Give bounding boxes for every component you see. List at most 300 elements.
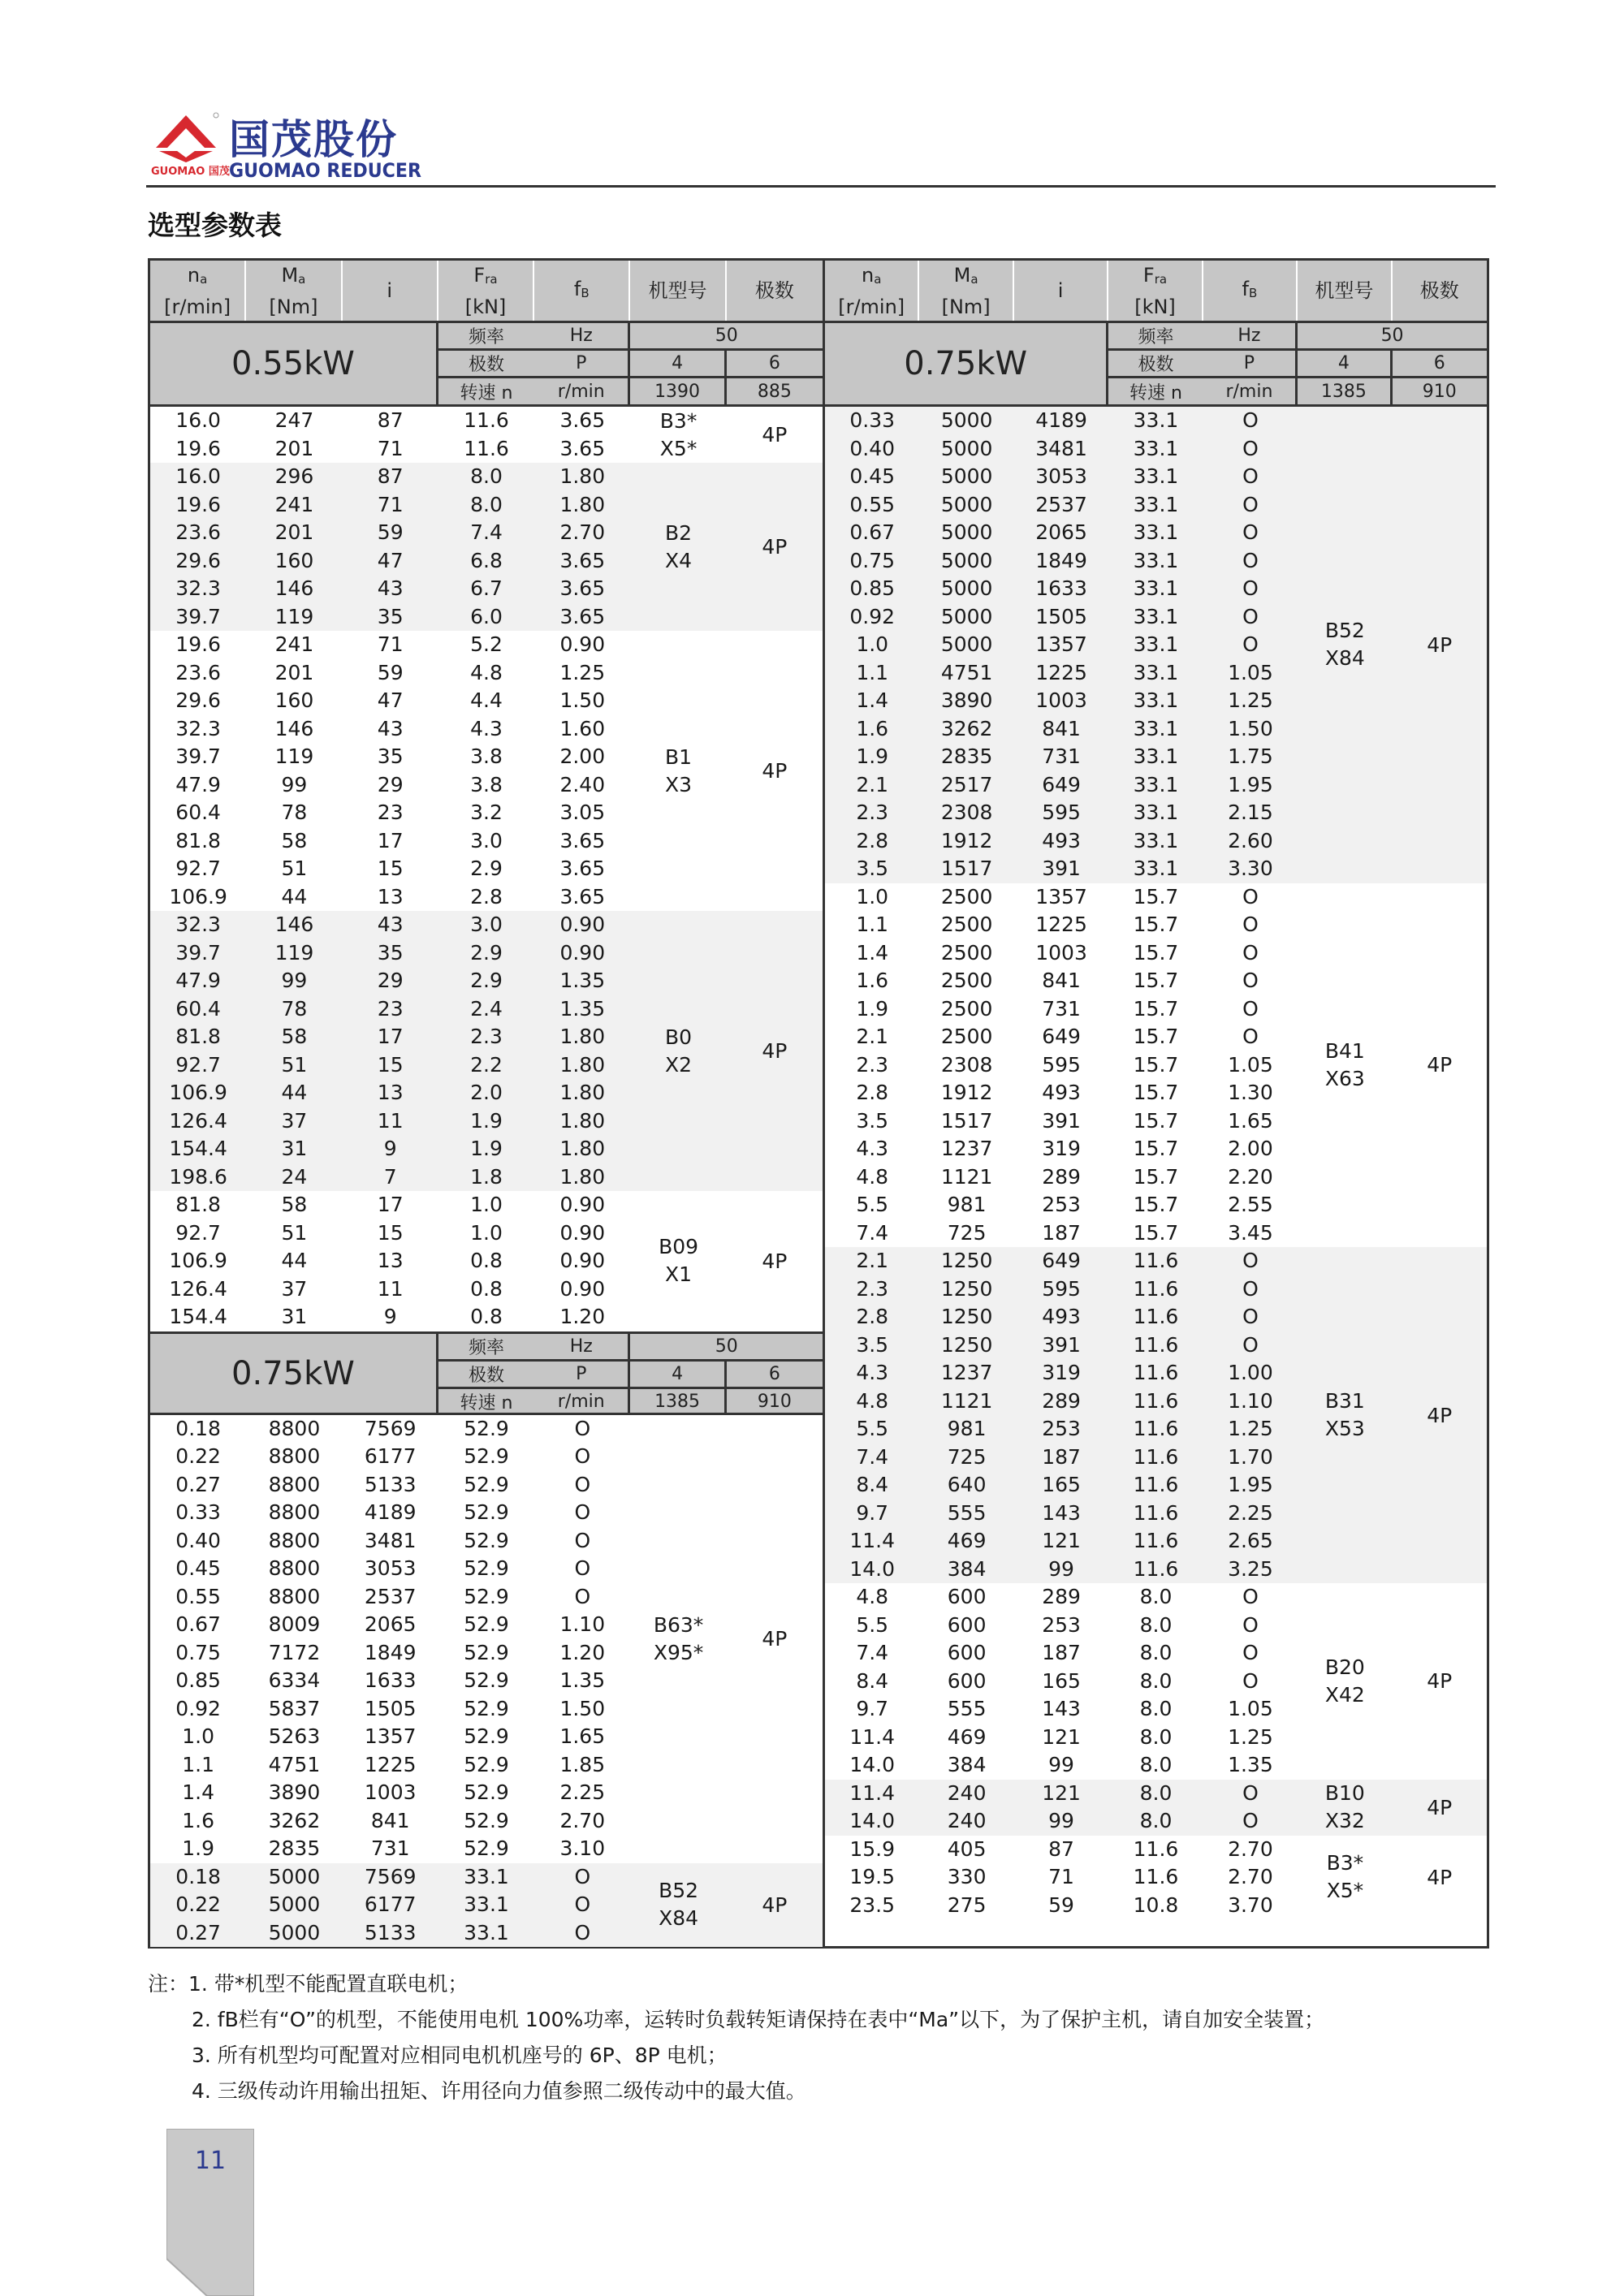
column-header-label <box>954 261 978 293</box>
page-number-tab <box>166 2129 254 2296</box>
output-speed-cell: 2.8 <box>856 828 889 852</box>
ratio-cell: 1003 <box>1035 688 1087 712</box>
output-speed-cell: 8.4 <box>856 1473 889 1496</box>
table-left-half <box>150 261 823 1946</box>
ratio-cell: 493 <box>1042 1305 1081 1328</box>
output-speed-cell: 47.9 <box>175 772 221 796</box>
radial-force-cell: 52.9 <box>464 1416 509 1440</box>
output-torque-cell: 8009 <box>268 1612 321 1636</box>
output-speed-cell: 1.9 <box>856 996 889 1021</box>
service-factor-cell: 3.65 <box>559 436 606 460</box>
radial-force-cell: 52.9 <box>464 1724 509 1748</box>
service-factor-cell: 1.80 <box>559 464 606 488</box>
table-right-half <box>823 261 1487 1946</box>
radial-force-cell: 1.8 <box>470 1164 503 1189</box>
service-factor-cell: 3.65 <box>559 548 606 572</box>
radial-force-cell: 11.6 <box>1133 1332 1179 1357</box>
service-factor-cell: 2.70 <box>1228 1836 1273 1861</box>
motor-power: 0.75kW <box>150 1334 438 1414</box>
ratio-cell: 187 <box>1042 1220 1081 1245</box>
column-header-subscript: ra <box>485 271 498 287</box>
output-speed-cell: 1.0 <box>856 884 889 908</box>
ratio-cell: 17 <box>377 1025 404 1048</box>
output-speed-cell: 14.0 <box>849 1753 896 1776</box>
column-header <box>1203 261 1298 321</box>
radial-force-cell: 3.0 <box>470 828 503 852</box>
output-torque-cell: 58 <box>281 828 308 852</box>
ratio-cell: 841 <box>1042 969 1081 992</box>
service-factor-cell: 2.25 <box>559 1780 606 1804</box>
pole-6: 6 <box>727 351 823 378</box>
radial-force-cell: 6.7 <box>470 576 503 600</box>
output-torque-cell: 37 <box>281 1276 308 1301</box>
model-name: X4 <box>665 548 693 572</box>
radial-force-cell: 11.6 <box>1133 1305 1179 1328</box>
output-speed-cell: 106.9 <box>169 1081 227 1104</box>
service-factor-cell: O <box>1242 913 1259 936</box>
company-logo <box>151 112 443 187</box>
output-torque-cell: 405 <box>947 1836 987 1861</box>
output-speed-cell: 39.7 <box>175 604 221 628</box>
output-torque-cell: 1912 <box>940 1081 993 1104</box>
service-factor-cell: 2.00 <box>559 744 606 768</box>
ratio-cell: 3481 <box>364 1528 417 1552</box>
radial-force-cell: 15.7 <box>1133 1137 1179 1160</box>
radial-force-cell: 33.1 <box>1133 408 1179 432</box>
service-factor-cell: O <box>1242 520 1259 544</box>
output-speed-cell: 2.8 <box>856 1305 889 1328</box>
radial-force-cell: 11.6 <box>1133 1500 1179 1525</box>
service-factor-cell: 1.85 <box>559 1752 606 1776</box>
column-header <box>630 261 726 321</box>
radial-force-cell: 8.0 <box>1139 1780 1173 1805</box>
radial-force-cell: 8.0 <box>1139 1668 1173 1693</box>
speed-4p: 1390 <box>630 378 726 404</box>
model-cell <box>630 1415 726 1863</box>
ratio-cell: 319 <box>1042 1361 1081 1384</box>
radial-force-cell: 33.1 <box>1133 660 1179 684</box>
column-header <box>343 261 438 321</box>
note-item: 3. 所有机型均可配置对应相同电机机座号的 6P、8P 电机； <box>192 2044 728 2067</box>
output-speed-cell: 126.4 <box>169 1276 227 1301</box>
output-torque-cell: 725 <box>947 1444 987 1469</box>
service-factor-cell: 1.80 <box>559 1052 606 1077</box>
radial-force-cell: 15.7 <box>1133 1108 1179 1133</box>
radial-force-cell: 4.8 <box>470 660 503 684</box>
model-name: B31 <box>1324 1389 1365 1413</box>
output-speed-cell: 1.1 <box>856 913 889 936</box>
radial-force-cell: 33.1 <box>1133 744 1179 768</box>
radial-force-cell: 33.1 <box>1133 576 1179 600</box>
service-factor-cell: O <box>1242 1612 1259 1637</box>
output-torque-cell: 2835 <box>268 1836 321 1860</box>
output-torque-cell: 5000 <box>940 520 993 544</box>
service-factor-cell: 1.80 <box>559 1108 606 1133</box>
service-factor-cell: O <box>1242 436 1259 460</box>
radial-force-cell: 11.6 <box>1133 1473 1179 1496</box>
column-header-label <box>387 277 392 304</box>
output-torque-cell: 384 <box>947 1556 987 1581</box>
output-torque-cell: 555 <box>947 1500 987 1525</box>
output-speed-cell: 1.1 <box>856 660 889 684</box>
service-factor-cell: O <box>574 1528 591 1552</box>
radial-force-cell: 1.0 <box>470 1193 503 1216</box>
ratio-cell: 5133 <box>364 1472 417 1496</box>
column-header-main: n <box>862 263 875 287</box>
radial-force-cell: 52.9 <box>464 1640 509 1664</box>
radial-force-cell: 8.0 <box>1139 1809 1173 1832</box>
model-name: X84 <box>1324 646 1365 671</box>
output-torque-cell: 2308 <box>940 1052 993 1077</box>
output-speed-cell: 1.4 <box>856 940 889 965</box>
ratio-cell: 253 <box>1042 1193 1081 1216</box>
pole-4: 4 <box>630 351 726 378</box>
radial-force-cell: 2.9 <box>470 857 503 880</box>
column-header-main: M <box>953 263 971 287</box>
note-item: 2. fB栏有“O”的机型，不能使用电机 100%功率，运转时负载转矩请保持在表中“Ma”以下，为了保护主机，请自加安全装置； <box>192 2008 1325 2031</box>
output-torque-cell: 99 <box>281 969 308 992</box>
output-torque-cell: 31 <box>281 1137 308 1160</box>
output-torque-cell: 5000 <box>268 1892 321 1916</box>
ratio-cell: 493 <box>1042 1081 1081 1104</box>
service-factor-cell: 3.70 <box>1228 1892 1273 1917</box>
service-factor-cell: O <box>574 1556 591 1580</box>
radial-force-cell: 11.6 <box>1133 1444 1179 1469</box>
output-speed-cell: 154.4 <box>169 1305 227 1328</box>
speed-unit: r/min <box>534 378 630 404</box>
service-factor-cell: O <box>1242 492 1259 516</box>
radial-force-cell: 52.9 <box>464 1472 509 1496</box>
service-factor-cell: 2.65 <box>1228 1529 1273 1552</box>
service-factor-cell: 3.65 <box>559 857 606 880</box>
poles-cell: 4P <box>1427 1865 1453 1889</box>
radial-force-cell: 33.1 <box>1133 688 1179 712</box>
model-cell <box>630 1191 726 1331</box>
output-torque-cell: 58 <box>281 1193 308 1216</box>
service-factor-cell: O <box>1242 1668 1259 1693</box>
output-speed-cell: 81.8 <box>175 1193 221 1216</box>
column-header-main: M <box>281 263 299 287</box>
service-factor-cell: 3.05 <box>559 801 606 824</box>
output-torque-cell: 3262 <box>268 1808 321 1832</box>
service-factor-cell: 1.05 <box>1228 1052 1273 1077</box>
output-speed-cell: 0.67 <box>175 1612 221 1636</box>
ratio-cell: 87 <box>377 464 404 488</box>
output-torque-cell: 600 <box>947 1585 987 1608</box>
model-name: X84 <box>659 1906 699 1931</box>
ratio-cell: 1633 <box>364 1668 417 1692</box>
column-header <box>1393 261 1487 321</box>
output-torque-cell: 5000 <box>940 436 993 460</box>
output-speed-cell: 9.7 <box>856 1697 889 1720</box>
radial-force-cell: 15.7 <box>1133 940 1179 965</box>
model-name: B3* <box>659 408 698 433</box>
output-torque-cell: 2500 <box>940 996 993 1021</box>
ratio-cell: 7569 <box>364 1416 417 1440</box>
service-factor-cell: O <box>1242 1305 1259 1328</box>
output-torque-cell: 146 <box>274 716 314 740</box>
ratio-cell: 1849 <box>364 1640 417 1664</box>
radial-force-cell: 1.0 <box>470 1220 503 1245</box>
pole-4: 4 <box>630 1362 726 1389</box>
output-torque-cell: 296 <box>274 464 314 488</box>
column-header-label <box>649 277 707 304</box>
service-factor-cell: 0.90 <box>559 1220 606 1245</box>
model-cell <box>630 407 726 463</box>
service-factor-cell: 1.10 <box>559 1612 606 1636</box>
output-torque-cell: 469 <box>947 1529 987 1552</box>
service-factor-cell: O <box>1242 408 1259 432</box>
service-factor-cell: 2.55 <box>1228 1193 1273 1216</box>
output-speed-cell: 2.3 <box>856 1276 889 1301</box>
output-torque-cell: 5000 <box>940 548 993 572</box>
column-header <box>246 261 342 321</box>
poles-cell: 4P <box>1427 632 1453 657</box>
motor-power-block <box>150 323 823 407</box>
ratio-cell: 1003 <box>364 1780 417 1804</box>
model-name: X53 <box>1324 1417 1365 1440</box>
column-header-label <box>1143 261 1167 293</box>
output-speed-cell: 60.4 <box>175 996 221 1021</box>
output-torque-cell: 44 <box>281 884 308 908</box>
output-torque-cell: 119 <box>274 744 314 768</box>
radial-force-cell: 8.0 <box>1139 1724 1173 1749</box>
output-torque-cell: 600 <box>947 1668 987 1693</box>
radial-force-cell: 33.1 <box>1133 604 1179 628</box>
freq-unit: Hz <box>534 323 630 351</box>
service-factor-cell: O <box>1242 464 1259 488</box>
ratio-cell: 43 <box>377 576 404 600</box>
ratio-cell: 99 <box>1048 1556 1074 1581</box>
service-factor-cell: 1.05 <box>1228 1697 1273 1720</box>
model-cell <box>630 911 726 1191</box>
model-name: X1 <box>665 1262 693 1287</box>
radial-force-cell: 8.0 <box>1139 1697 1173 1720</box>
output-torque-cell: 78 <box>281 996 308 1021</box>
service-factor-cell: O <box>1242 996 1259 1021</box>
output-speed-cell: 2.1 <box>856 772 889 796</box>
service-factor-cell: 1.35 <box>559 1668 606 1692</box>
radial-force-cell: 8.0 <box>470 464 503 488</box>
service-factor-cell: O <box>574 1500 591 1524</box>
radial-force-cell: 33.1 <box>1133 492 1179 516</box>
output-speed-cell: 5.5 <box>856 1612 889 1637</box>
output-speed-cell: 11.4 <box>849 1724 896 1749</box>
output-torque-cell: 5000 <box>940 492 993 516</box>
output-speed-cell: 1.4 <box>182 1780 215 1804</box>
model-group <box>825 1583 1487 1780</box>
output-torque-cell: 8800 <box>268 1528 321 1552</box>
output-speed-cell: 198.6 <box>169 1164 227 1189</box>
service-factor-cell: 1.70 <box>1228 1444 1273 1469</box>
output-speed-cell: 1.1 <box>182 1752 215 1776</box>
notes-label: 注： <box>148 1972 189 1996</box>
radial-force-cell: 52.9 <box>464 1808 509 1832</box>
radial-force-cell: 15.7 <box>1133 1164 1179 1189</box>
model-name: X42 <box>1324 1682 1365 1707</box>
column-header-label <box>188 261 207 293</box>
ratio-cell: 841 <box>1042 716 1081 740</box>
poles-cell: 4P <box>762 1249 788 1273</box>
radial-force-cell: 15.7 <box>1133 996 1179 1021</box>
freq-label: 频率 <box>1108 323 1203 351</box>
column-header-row <box>150 261 823 323</box>
poles-unit: P <box>1203 351 1298 378</box>
radial-force-cell: 33.1 <box>1133 828 1179 852</box>
output-torque-cell: 1121 <box>940 1388 993 1413</box>
output-speed-cell: 126.4 <box>169 1108 227 1133</box>
output-torque-cell: 8800 <box>268 1556 321 1580</box>
freq-value: 50 <box>630 1334 823 1362</box>
output-speed-cell: 32.3 <box>175 576 221 600</box>
output-speed-cell: 32.3 <box>175 716 221 740</box>
model-name: X95* <box>653 1640 704 1664</box>
service-factor-cell: 3.65 <box>559 576 606 600</box>
output-torque-cell: 146 <box>274 576 314 600</box>
service-factor-cell: 1.10 <box>1228 1388 1273 1413</box>
output-torque-cell: 2517 <box>940 772 993 796</box>
ratio-cell: 2537 <box>364 1584 417 1608</box>
output-torque-cell: 5000 <box>940 632 993 656</box>
output-speed-cell: 39.7 <box>175 744 221 768</box>
output-torque-cell: 201 <box>274 660 314 684</box>
output-speed-cell: 15.9 <box>849 1836 896 1861</box>
column-header <box>1014 261 1108 321</box>
speed-unit: r/min <box>534 1389 630 1414</box>
output-torque-cell: 4751 <box>940 660 993 684</box>
ratio-cell: 87 <box>1048 1836 1074 1861</box>
radial-force-cell: 33.1 <box>1133 464 1179 488</box>
output-speed-cell: 0.33 <box>175 1500 221 1524</box>
column-header-label <box>473 261 497 293</box>
output-speed-cell: 0.85 <box>175 1668 221 1692</box>
ratio-cell: 595 <box>1042 1052 1081 1077</box>
output-speed-cell: 0.75 <box>175 1640 221 1664</box>
radial-force-cell: 11.6 <box>1133 1417 1179 1440</box>
speed-4p: 1385 <box>630 1389 726 1414</box>
model-group <box>150 1863 823 1948</box>
ratio-cell: 99 <box>1048 1753 1074 1776</box>
model-group <box>825 1780 1487 1836</box>
service-factor-cell: O <box>1242 576 1259 600</box>
radial-force-cell: 2.3 <box>470 1025 503 1048</box>
column-header-subscript: a <box>298 271 306 287</box>
column-header-main: 机型号 <box>1315 279 1374 302</box>
service-factor-cell: 0.90 <box>559 632 606 656</box>
ratio-cell: 59 <box>377 520 404 544</box>
ratio-cell: 649 <box>1042 1025 1081 1048</box>
output-torque-cell: 24 <box>281 1164 308 1189</box>
ratio-cell: 59 <box>377 660 404 684</box>
radial-force-cell: 8.0 <box>1139 1585 1173 1608</box>
output-speed-cell: 39.7 <box>175 940 221 965</box>
radial-force-cell: 33.1 <box>1133 801 1179 824</box>
speed-label: 转速 n <box>460 1392 513 1413</box>
service-factor-cell: 1.75 <box>1228 744 1273 768</box>
output-torque-cell: 119 <box>274 604 314 628</box>
radial-force-cell: 52.9 <box>464 1500 509 1524</box>
radial-force-cell: 15.7 <box>1133 1025 1179 1048</box>
radial-force-cell: 4.4 <box>470 688 503 712</box>
ratio-cell: 165 <box>1042 1473 1081 1496</box>
service-factor-cell: 1.20 <box>559 1640 606 1664</box>
speed-6p: 910 <box>757 1391 792 1412</box>
column-header-main: 机型号 <box>648 279 707 302</box>
ratio-cell: 121 <box>1042 1529 1081 1552</box>
service-factor-cell: 0.90 <box>559 1249 606 1272</box>
column-header-main: f <box>573 277 581 300</box>
model-group <box>825 407 1487 883</box>
output-speed-cell: 4.3 <box>856 1137 889 1160</box>
selection-parameter-table <box>148 258 1489 1949</box>
radial-force-cell: 33.1 <box>1133 716 1179 740</box>
ratio-cell: 187 <box>1042 1444 1081 1469</box>
poles-cell: 4P <box>1427 1795 1453 1819</box>
ratio-cell: 17 <box>377 828 404 852</box>
column-header-unit: [r/min] <box>838 295 905 318</box>
model-name: B20 <box>1324 1655 1365 1679</box>
ratio-cell: 187 <box>1042 1641 1081 1664</box>
ratio-cell: 1357 <box>364 1724 417 1748</box>
radial-force-cell: 1.9 <box>470 1108 503 1133</box>
ratio-cell: 23 <box>377 996 404 1021</box>
ratio-cell: 71 <box>1048 1865 1074 1888</box>
ratio-cell: 59 <box>1048 1892 1074 1917</box>
service-factor-cell: 3.30 <box>1228 857 1273 880</box>
output-torque-cell: 5000 <box>268 1920 321 1944</box>
output-torque-cell: 469 <box>947 1724 987 1749</box>
output-torque-cell: 275 <box>947 1892 987 1917</box>
model-cell <box>1298 1247 1392 1583</box>
output-speed-cell: 0.45 <box>175 1556 221 1580</box>
radial-force-cell: 0.8 <box>470 1249 503 1272</box>
ratio-cell: 649 <box>1042 772 1081 796</box>
poles-cell: 4P <box>762 759 788 783</box>
output-torque-cell: 600 <box>947 1612 987 1637</box>
output-speed-cell: 0.22 <box>175 1444 221 1468</box>
logo-small-text: GUOMAO 国茂 <box>151 166 230 178</box>
note-line <box>148 1966 1324 2002</box>
ratio-cell: 649 <box>1042 1249 1081 1272</box>
note-item: 4. 三级传动许用输出扭矩、许用径向力值参照二级传动中的最大值。 <box>192 2079 806 2103</box>
service-factor-cell: 1.50 <box>559 688 606 712</box>
output-torque-cell: 241 <box>274 492 314 516</box>
freq-unit: Hz <box>1203 323 1298 351</box>
ratio-cell: 15 <box>377 1220 404 1245</box>
model-group <box>150 407 823 463</box>
column-header-subscript: B <box>581 285 590 300</box>
radial-force-cell: 8.0 <box>1139 1641 1173 1664</box>
ratio-cell: 29 <box>377 772 404 796</box>
service-factor-cell: O <box>1242 1332 1259 1357</box>
column-header-label <box>1315 277 1373 304</box>
output-torque-cell: 160 <box>274 688 314 712</box>
poles-cell: 4P <box>762 1627 788 1651</box>
output-speed-cell: 0.92 <box>849 604 896 628</box>
model-group <box>825 883 1487 1248</box>
ratio-cell: 47 <box>377 548 404 572</box>
output-torque-cell: 241 <box>274 632 314 656</box>
model-name: B2 <box>665 520 693 545</box>
speed-unit: r/min <box>1203 378 1298 404</box>
output-torque-cell: 5000 <box>940 464 993 488</box>
service-factor-cell: 1.65 <box>559 1724 606 1748</box>
output-torque-cell: 5000 <box>940 576 993 600</box>
output-torque-cell: 99 <box>281 772 308 796</box>
ratio-cell: 4189 <box>364 1500 417 1524</box>
output-torque-cell: 981 <box>947 1193 987 1216</box>
service-factor-cell: 1.50 <box>1228 716 1273 740</box>
